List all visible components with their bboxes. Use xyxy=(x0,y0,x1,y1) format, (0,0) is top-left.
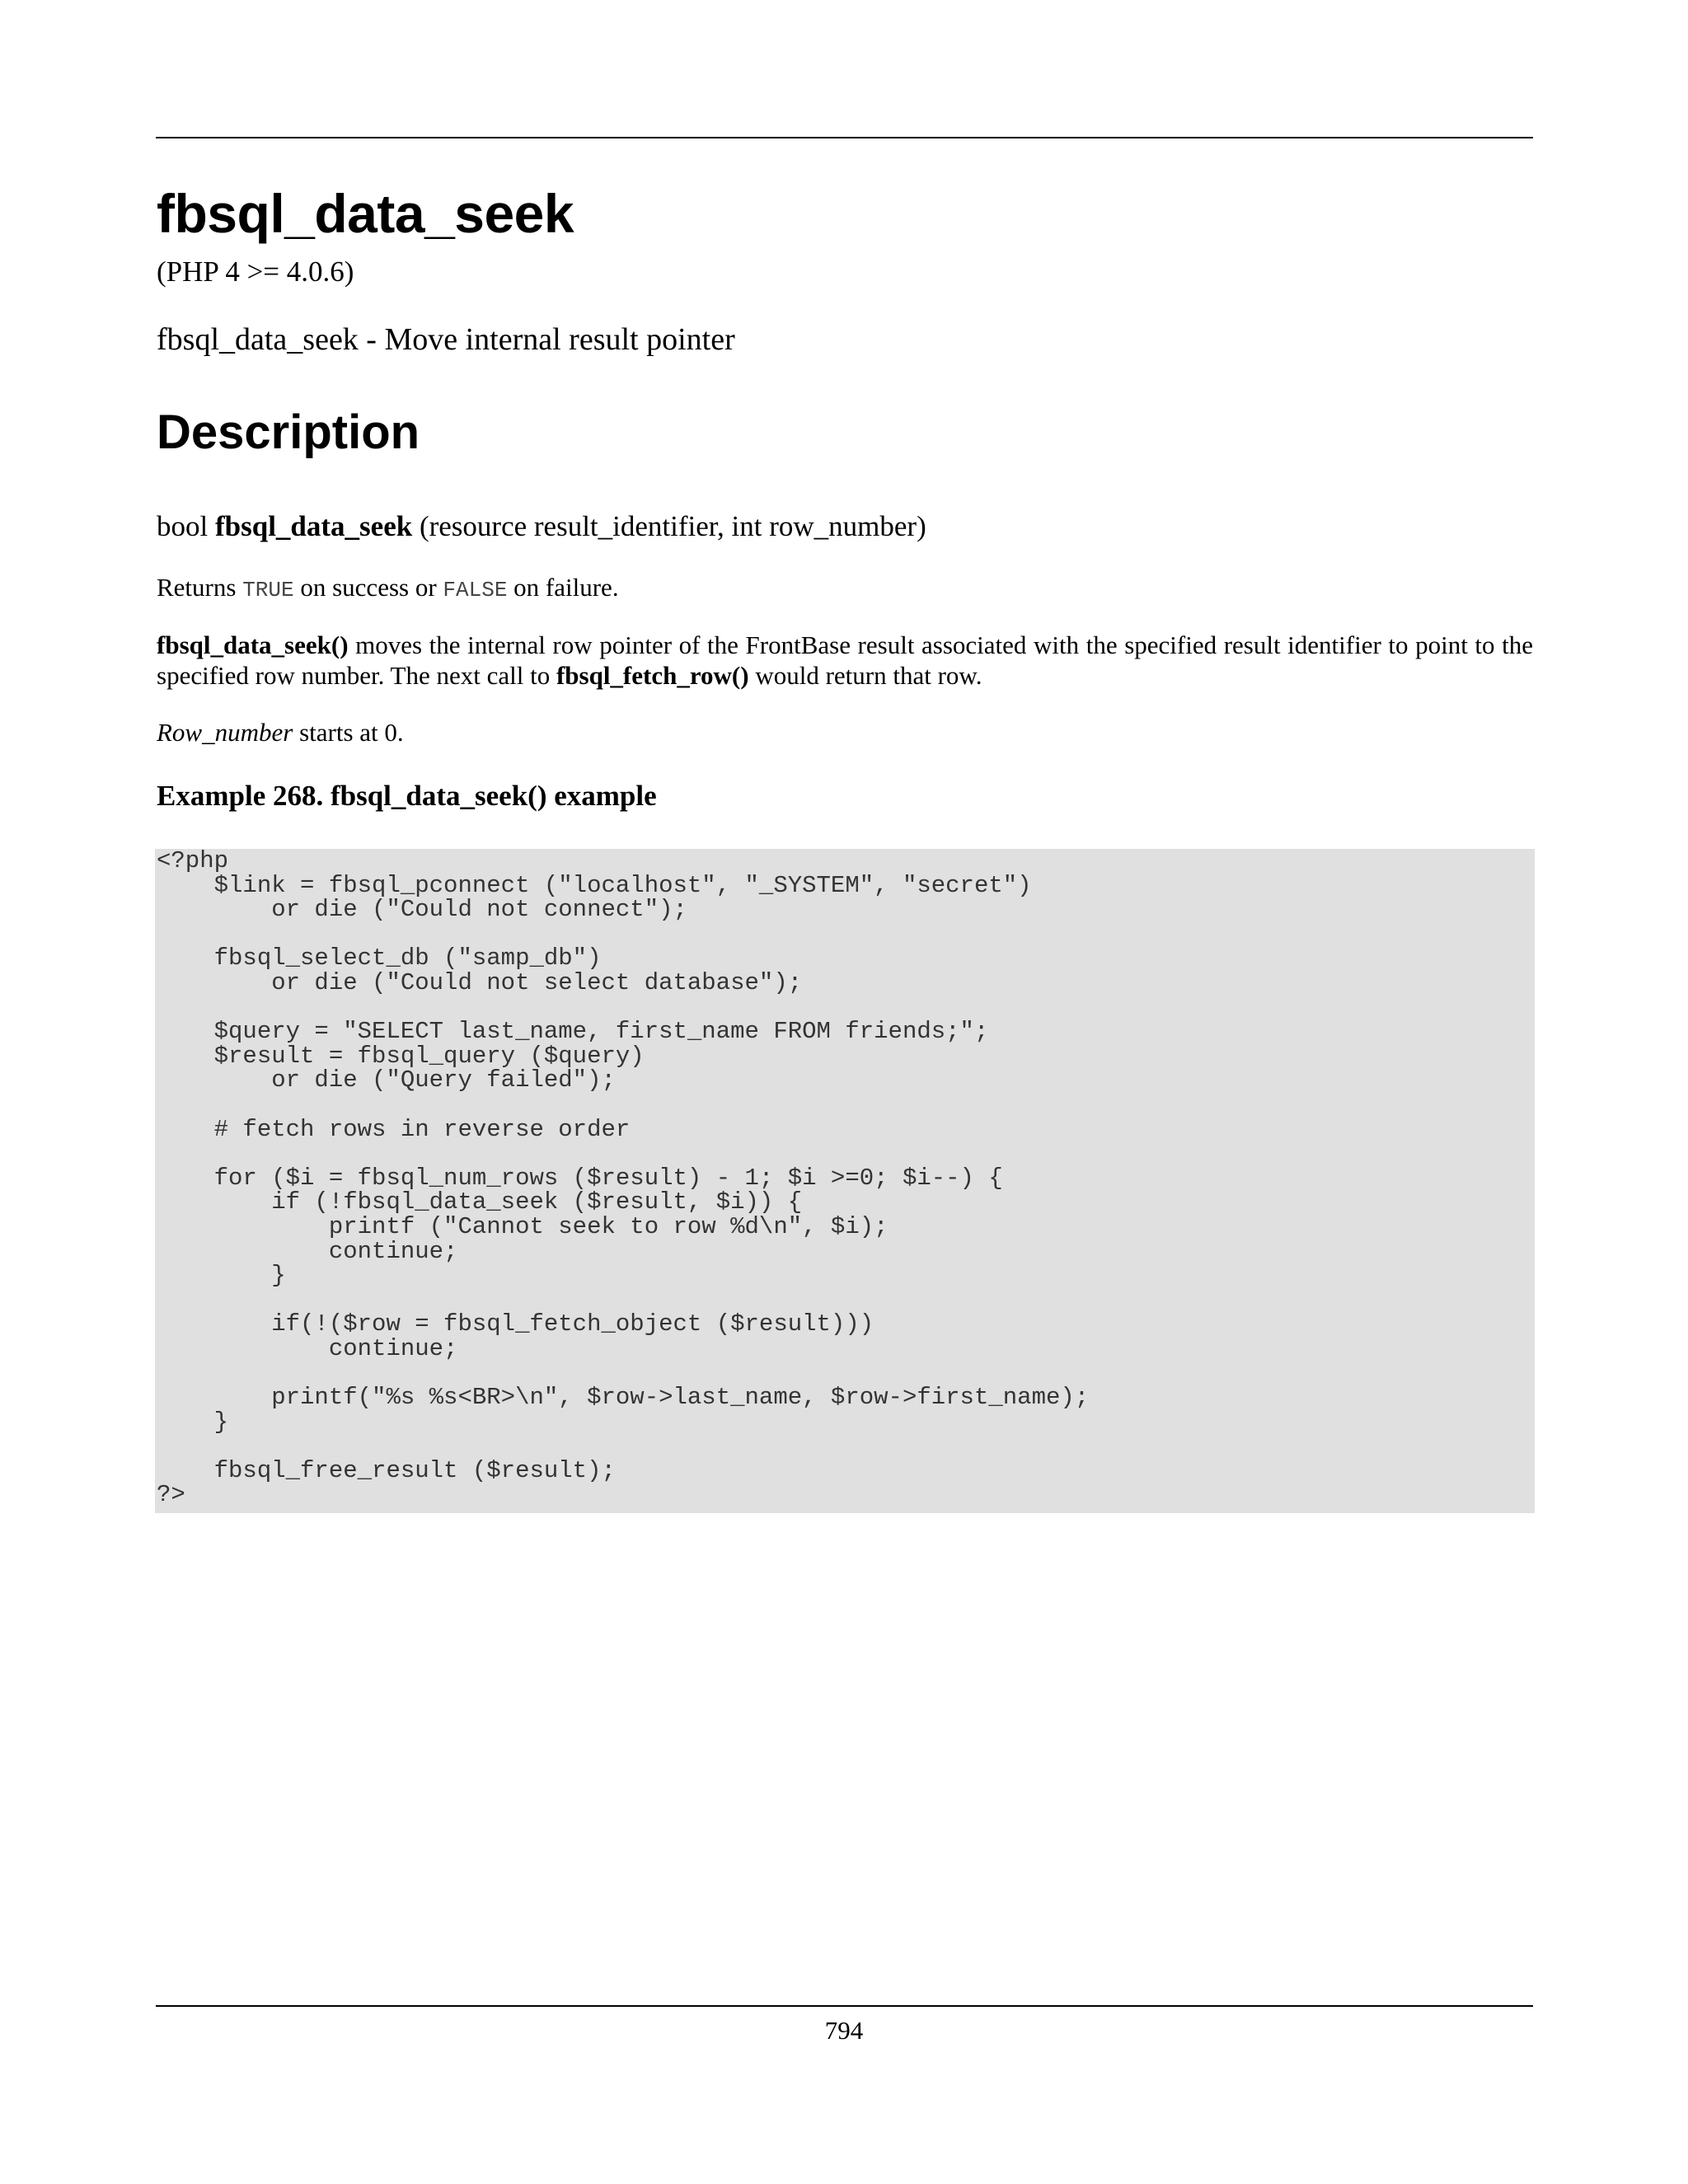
code-listing: <?php $link = fbsql_pconnect ("localhost", "_SYSTEM", "secret") or die ("Could not connect"); fbsql_select_db ("samp_db") or die ("Could not select database"); $query = "SELECT last_name, first_name FROM friends;"; $result = fbsql_query ($query) or die ("Query failed"); # fetch rows in reverse order for ($i = fbsql_num_rows ($result) - 1; $i >=0; $i--) { if (!fbsql_data_seek ($result, $i)) { printf ("Cannot seek to row %d\n", $i); continue; } if(!($row = fbsql_fetch_object ($result))) continue; printf("%s %s<BR>\n", $row->last_name, $row->first_name); } fbsql_free_result ($result); ?> xyxy=(157,847,1090,1509)
function-title: fbsql_data_seek xyxy=(157,183,574,244)
returns-middle: on success or xyxy=(300,573,437,602)
function-synopsis xyxy=(157,511,926,543)
returns-paragraph xyxy=(157,572,1533,606)
returns-suffix: on failure. xyxy=(513,573,619,602)
synopsis-params: (resource result_identifier, int row_number) xyxy=(419,510,926,542)
code-example-block xyxy=(155,849,1535,1513)
example-title: Example 268. fbsql_data_seek() example xyxy=(157,780,657,812)
fetch-row-ref: fbsql_fetch_row() xyxy=(556,661,749,690)
function-purpose: fbsql_data_seek - Move internal result pointer xyxy=(157,322,735,357)
page-number: 794 xyxy=(824,2016,864,2045)
synopsis-function-name: fbsql_data_seek xyxy=(214,510,413,542)
header-rule xyxy=(156,137,1533,138)
row-number-text: starts at 0. xyxy=(299,718,404,747)
moves-paragraph xyxy=(157,630,1533,691)
row-number-paragraph xyxy=(157,717,1533,748)
false-constant: FALSE xyxy=(443,578,508,602)
returns-prefix: Returns xyxy=(157,573,237,602)
description-heading: Description xyxy=(157,405,420,459)
moves-text-end: would return that row. xyxy=(755,661,982,690)
row-number-param: Row_number xyxy=(157,718,293,747)
version-note: (PHP 4 >= 4.0.6) xyxy=(157,255,354,288)
footer-rule xyxy=(156,2005,1533,2007)
true-constant: TRUE xyxy=(242,578,294,602)
function-ref: fbsql_data_seek() xyxy=(157,630,349,659)
return-type: bool xyxy=(157,510,209,542)
moves-text: moves the internal row pointer of the FrontBase result associated with the specified result identifier to point to the specified row number. The next call to xyxy=(157,630,1534,690)
